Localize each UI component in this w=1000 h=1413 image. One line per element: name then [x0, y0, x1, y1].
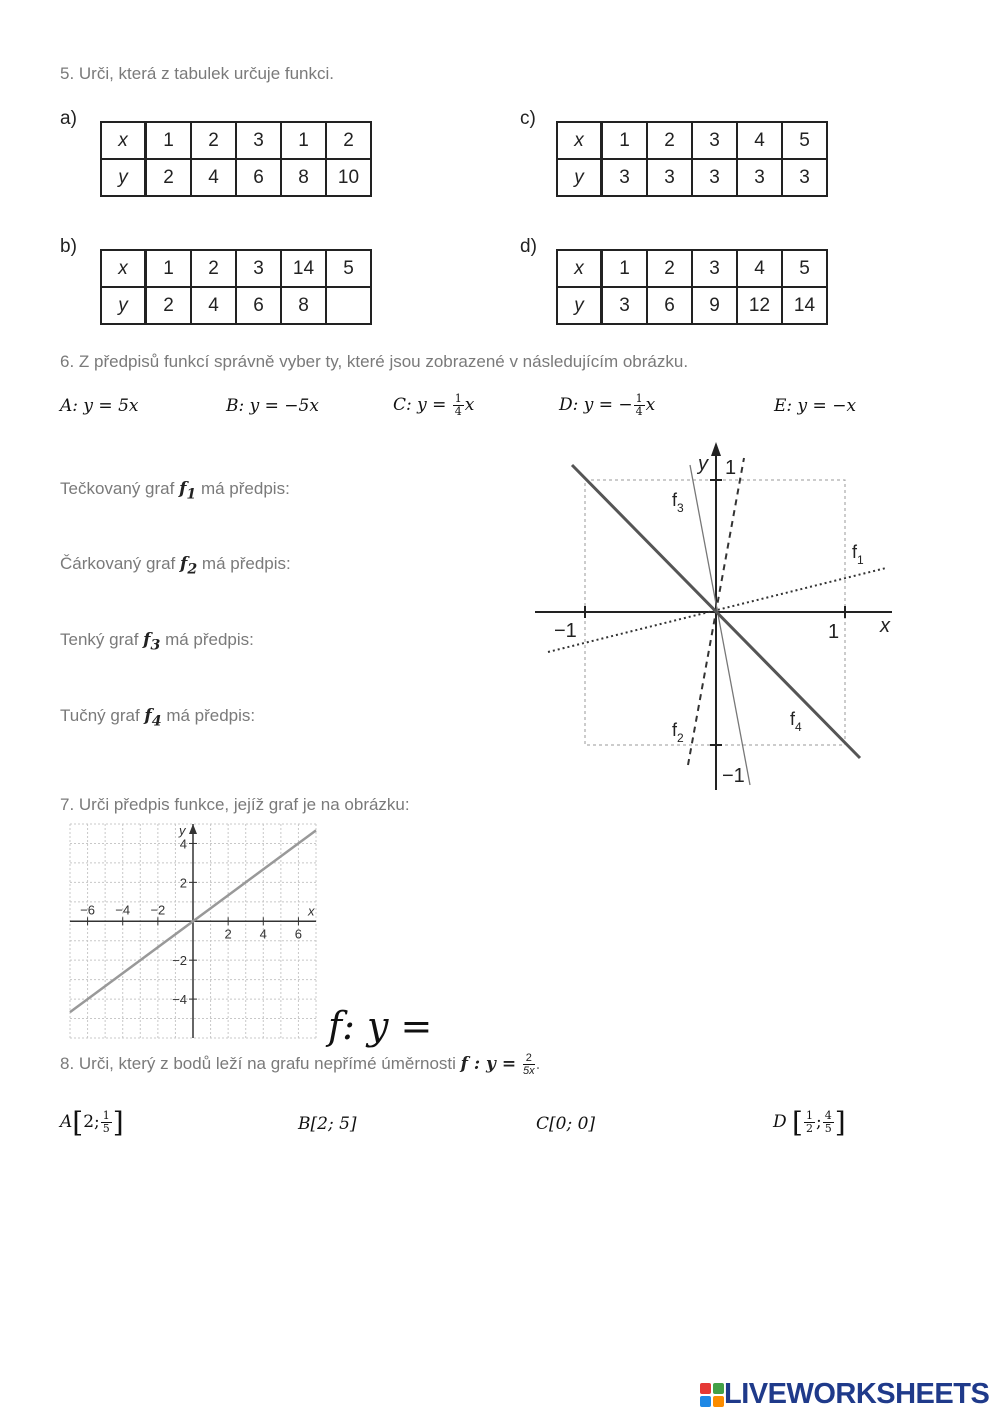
- numerator: 1: [102, 1109, 110, 1122]
- function-name: [179, 479, 197, 503]
- y-tick-label: 4: [179, 836, 187, 852]
- cell: 1: [602, 122, 648, 159]
- option-c: [393, 393, 474, 418]
- cell: 5: [782, 250, 827, 287]
- line-text: Tečkovaný graf: [60, 479, 180, 498]
- numerator: 1: [635, 392, 643, 405]
- line-text: Tučný graf: [60, 706, 145, 725]
- numerator: 1: [454, 392, 462, 405]
- cell: 2: [191, 122, 236, 159]
- cell: 4: [737, 250, 782, 287]
- option-c-suffix: x: [464, 395, 475, 415]
- y-tick-label: −2: [172, 953, 187, 969]
- line-text: má předpis:: [197, 554, 291, 573]
- row-y-header: y: [101, 159, 146, 196]
- answer-prefix: f: y =: [328, 1004, 433, 1048]
- cell: 10: [326, 159, 371, 196]
- logo-square: [700, 1396, 711, 1407]
- f-letter: f: [790, 709, 796, 729]
- line-text: Tenký graf: [60, 630, 144, 649]
- x-axis-label: x: [880, 615, 890, 637]
- function-name: [180, 554, 198, 578]
- x-right-label: 1: [828, 621, 840, 643]
- denominator: 4: [635, 405, 643, 418]
- cell: 1: [146, 122, 192, 159]
- f-letter: f: [179, 479, 187, 499]
- cell: 9: [692, 287, 737, 324]
- cell: 2: [146, 159, 192, 196]
- thin-graph-question: [60, 630, 254, 653]
- option-c-prefix: C: y =: [393, 395, 452, 415]
- cell: 8: [281, 159, 326, 196]
- y-axis-label: y: [698, 453, 708, 475]
- line-text: má předpis:: [196, 479, 290, 498]
- point-d: D [ $\frac{1}{2}$ ; $\frac{4}{5}$ ]: [773, 1106, 846, 1139]
- table-c: [556, 121, 828, 197]
- row-y-header: y: [557, 287, 602, 324]
- table-b: [100, 249, 372, 325]
- function-name: [144, 706, 162, 730]
- dashed-graph-question: [60, 554, 291, 577]
- row-x-header: x: [557, 250, 602, 287]
- cell: 3: [692, 250, 737, 287]
- cell: [326, 287, 371, 324]
- table-d: [556, 249, 828, 325]
- function-name: [143, 630, 161, 654]
- cell: 3: [782, 159, 827, 196]
- option-a: A: y = 5x: [60, 396, 139, 416]
- option-e: E: y = −x: [774, 396, 857, 416]
- subscript: 1: [186, 486, 197, 503]
- cell: 3: [236, 250, 281, 287]
- cell: 1: [602, 250, 648, 287]
- x-tick-label: −6: [80, 902, 95, 918]
- fraction: [634, 393, 645, 418]
- numerator: 1: [805, 1109, 813, 1122]
- line-text: má předpis:: [161, 706, 256, 725]
- chart-axes: [70, 823, 316, 1038]
- f-letter: f: [144, 706, 152, 726]
- fraction: [523, 1052, 535, 1077]
- f3-thin-line: [690, 465, 750, 785]
- logo-square: [713, 1383, 724, 1394]
- x-left-label: −1: [554, 620, 577, 642]
- subscript: 2: [677, 731, 684, 745]
- table-d-label: d): [520, 236, 537, 257]
- row-y-header: y: [101, 287, 146, 324]
- cell: 1: [281, 122, 326, 159]
- question-5-text: 5. Urči, která z tabulek určuje funkci.: [60, 64, 335, 83]
- f-letter: f: [180, 554, 188, 574]
- option-d: [559, 393, 655, 418]
- f-letter: f: [143, 630, 151, 650]
- y-axis-label: y: [179, 823, 186, 838]
- subscript: 1: [857, 553, 864, 567]
- cell: 2: [647, 122, 692, 159]
- row-y-header: y: [557, 159, 602, 196]
- q6-function-graph: [530, 440, 900, 795]
- x-tick-label: 6: [294, 926, 303, 942]
- numerator: 2: [523, 1052, 535, 1065]
- subscript: 4: [795, 720, 802, 734]
- logo-square: [713, 1396, 724, 1407]
- y-tick-label: 2: [179, 875, 187, 891]
- f4-label: [790, 709, 802, 734]
- cell: 3: [647, 159, 692, 196]
- line-text: Čárkovaný graf: [60, 554, 180, 573]
- fraction: [804, 1110, 815, 1135]
- cell: 4: [737, 122, 782, 159]
- row-x-header: x: [101, 250, 146, 287]
- table-c-label: c): [520, 108, 536, 129]
- denominator: 4: [454, 405, 462, 418]
- fraction: [101, 1110, 112, 1135]
- subscript: 4: [151, 713, 162, 730]
- point-c: C[0; 0]: [536, 1114, 596, 1134]
- subscript: 3: [150, 637, 161, 654]
- cell: 2: [326, 122, 371, 159]
- option-b: B: y = −5x: [226, 396, 319, 416]
- cell: 5: [326, 250, 371, 287]
- function-prefix: f : y =: [460, 1053, 523, 1074]
- point-x: 2: [83, 1112, 95, 1132]
- f3-label: [672, 490, 684, 515]
- question-8-text: 8. Urči, který z bodů leží na grafu nepřímé úměrnosti f : y = $\frac{2}{5x}$ .: [60, 1052, 541, 1077]
- cell: 4: [191, 159, 236, 196]
- question-7-text: 7. Urči předpis funkce, jejíž graf je na obrázku:: [60, 795, 410, 814]
- denominator: 5x: [523, 1065, 535, 1077]
- f1-label: [852, 542, 864, 567]
- dotted-graph-question: [60, 479, 290, 502]
- y-axis-arrow: [711, 442, 721, 456]
- point-name: D: [773, 1112, 787, 1132]
- y-axis-arrow: [189, 824, 197, 834]
- denominator: 2: [805, 1122, 813, 1135]
- x-tick-label: −4: [115, 902, 131, 918]
- denominator: 5: [102, 1122, 110, 1135]
- cell: 3: [692, 122, 737, 159]
- y-tick-label: −4: [172, 992, 187, 1008]
- cell: 12: [737, 287, 782, 324]
- cell: 3: [602, 287, 648, 324]
- table-a: [100, 121, 372, 197]
- cell: 8: [281, 287, 326, 324]
- line-text: má předpis:: [160, 630, 254, 649]
- f-letter: f: [672, 720, 678, 740]
- subscript: 3: [677, 501, 684, 515]
- cell: 6: [236, 287, 281, 324]
- cell: 14: [782, 287, 827, 324]
- table-a-label: a): [60, 108, 77, 129]
- question-6-text: 6. Z předpisů funkcí správně vyber ty, které jsou zobrazené v následujícím obrázku.: [60, 352, 689, 371]
- liveworksheets-logo: [700, 1378, 989, 1411]
- denominator: 5: [824, 1122, 832, 1135]
- cell: 4: [191, 287, 236, 324]
- option-d-suffix: x: [645, 395, 656, 415]
- f-letter: f: [852, 542, 858, 562]
- cell: 14: [281, 250, 326, 287]
- x-axis-label: x: [308, 903, 315, 919]
- cell: 2: [146, 287, 192, 324]
- cell: 3: [737, 159, 782, 196]
- point-name: A: [60, 1112, 73, 1132]
- row-x-header: x: [101, 122, 146, 159]
- point-a: A[2; $\frac{1}{5}$ ]: [60, 1106, 124, 1139]
- fraction: [823, 1110, 834, 1135]
- cell: 1: [146, 250, 192, 287]
- cell: 2: [647, 250, 692, 287]
- table-b-label: b): [60, 236, 77, 257]
- subscript: 2: [187, 561, 198, 578]
- logo-square: [700, 1383, 711, 1394]
- cell: 6: [236, 159, 281, 196]
- cell: 5: [782, 122, 827, 159]
- y-bottom-label: −1: [722, 765, 745, 787]
- cell: 2: [191, 250, 236, 287]
- cell: 3: [692, 159, 737, 196]
- f2-label: [672, 720, 684, 745]
- logo-text: LIVEWORKSHEETS: [724, 1378, 990, 1410]
- bold-graph-question: [60, 706, 255, 729]
- cell: 3: [602, 159, 648, 196]
- numerator: 4: [824, 1109, 832, 1122]
- q7-line-chart: [60, 818, 326, 1044]
- question-8-prompt: 8. Urči, který z bodů leží na grafu nepřímé úměrnosti: [60, 1053, 461, 1073]
- point-b: B[2; 5]: [298, 1114, 357, 1134]
- f-letter: f: [672, 490, 678, 510]
- y-top-label: 1: [725, 457, 737, 479]
- logo-icon: [700, 1383, 724, 1407]
- fraction: [453, 393, 464, 418]
- option-d-prefix: D: y = −: [559, 395, 633, 415]
- cell: 3: [236, 122, 281, 159]
- cell: 6: [647, 287, 692, 324]
- x-tick-label: 4: [259, 926, 267, 942]
- x-tick-label: 2: [224, 926, 232, 942]
- row-x-header: x: [557, 122, 602, 159]
- x-tick-label: −2: [150, 902, 166, 918]
